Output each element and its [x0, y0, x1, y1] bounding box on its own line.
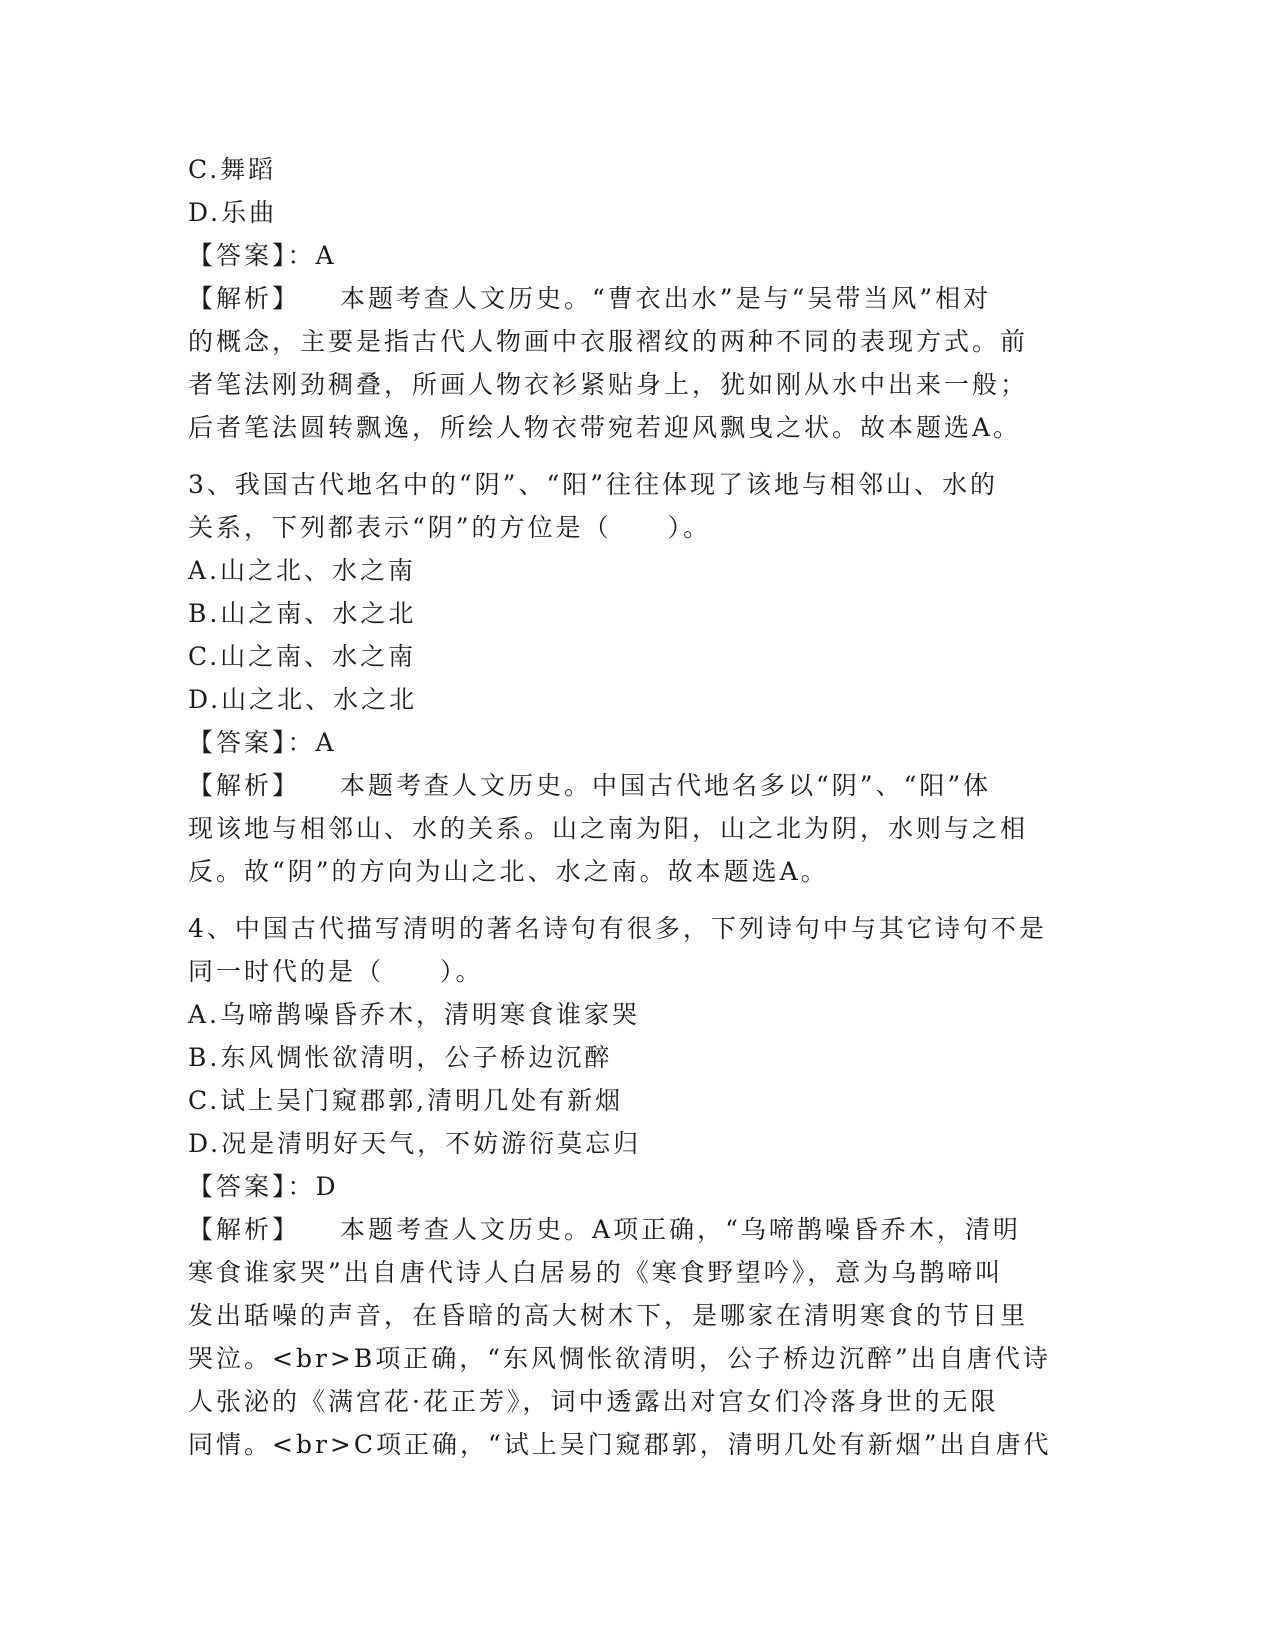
q3-option-a: A.山之北、水之南	[188, 556, 417, 585]
q3-analysis-line: 现该地与相邻山、水的关系。山之南为阳，山之北为阴，水则与之相	[188, 814, 1029, 843]
q3-option-d: D.山之北、水之北	[188, 685, 418, 714]
q4-option-a: A.乌啼鹊噪昏乔木，清明寒食谁家哭	[188, 1000, 641, 1029]
q2-analysis-text: 本题考查人文历史。“曹衣出水”是与“吴带当风”相对	[340, 284, 992, 313]
q3-analysis-text: 本题考查人文历史。中国古代地名多以“阴”、“阳”体	[340, 771, 992, 800]
q4-analysis-text: 本题考查人文历史。A项正确，“乌啼鹊噪昏乔木，清明	[340, 1215, 1021, 1244]
q3-option-c: C.山之南、水之南	[188, 642, 417, 671]
q4-analysis-line	[188, 1208, 1088, 1251]
q3-analysis-line: 反。故“阴”的方向为山之北、水之南。故本题选A。	[188, 857, 829, 886]
q4-option-c: C.试上吴门窥郡郭,清明几处有新烟	[188, 1086, 624, 1115]
q4-analysis-label: 【解析】	[188, 1215, 301, 1244]
q3-stem-line: 3、我国古代地名中的“阴”、“阳”往往体现了该地与相邻山、水的	[188, 470, 999, 499]
page-content	[188, 148, 1088, 1466]
q2-analysis-line	[188, 277, 1088, 320]
q4-analysis-line: 发出聒噪的声音，在昏暗的高大树木下，是哪家在清明寒食的节日里	[188, 1301, 1029, 1330]
q4-option-d: D.况是清明好天气，不妨游衍莫忘归	[188, 1129, 642, 1158]
q2-analysis-line: 者笔法刚劲稠叠，所画人物衣衫紧贴身上，犹如刚从水中出来一般；	[188, 370, 1029, 399]
q4-option-b: B.东风惆怅欲清明，公子桥边沉醉	[188, 1043, 613, 1072]
q4-analysis-line: 寒食谁家哭”出自唐代诗人白居易的《寒食野望吟》，意为乌鹊啼叫	[188, 1258, 1004, 1287]
q4-answer: 【答案】：D	[188, 1172, 339, 1201]
q3-answer: 【答案】：A	[188, 728, 337, 757]
q4-analysis-line: 人张泌的《满宫花·花正芳》，词中透露出对宫女们冷落身世的无限	[188, 1387, 999, 1416]
q3-analysis-label: 【解析】	[188, 771, 301, 800]
q2-answer: 【答案】：A	[188, 241, 337, 270]
q2-analysis-line: 的概念，主要是指古代人物画中衣服褶纹的两种不同的表现方式。前	[188, 327, 1029, 356]
q3-analysis-line	[188, 764, 1088, 807]
q3-option-b: B.山之南、水之北	[188, 599, 417, 628]
q2-option-c: C.舞蹈	[188, 155, 277, 184]
q4-stem-line: 同一时代的是（ ）。	[188, 957, 484, 986]
q2-analysis-label: 【解析】	[188, 284, 301, 313]
q2-option-d: D.乐曲	[188, 198, 278, 227]
q4-analysis-line: 同情。<br>C项正确，“试上吴门窥郡郭，清明几处有新烟”出自唐代	[188, 1430, 1052, 1459]
q3-stem-line: 关系，下列都表示“阴”的方位是（ ）。	[188, 513, 712, 542]
q2-analysis-line: 后者笔法圆转飘逸，所绘人物衣带宛若迎风飘曳之状。故本题选A。	[188, 413, 1022, 442]
q4-analysis-line: 哭泣。<br>B项正确，“东风惆怅欲清明，公子桥边沉醉”出自唐代诗	[188, 1344, 1051, 1373]
q4-stem-line: 4、中国古代描写清明的著名诗句有很多，下列诗句中与其它诗句不是	[188, 914, 1047, 943]
